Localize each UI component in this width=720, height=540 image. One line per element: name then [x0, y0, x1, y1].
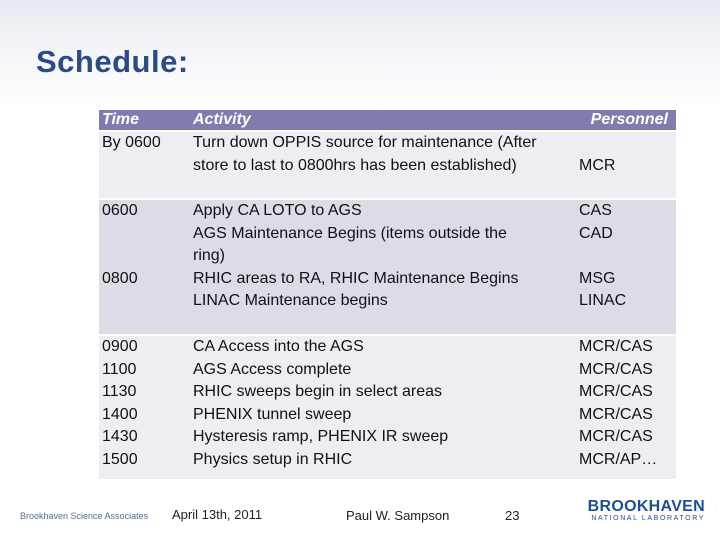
- activity-line: LINAC Maintenance begins: [193, 292, 388, 309]
- activity-line: Physics setup in RHIC: [193, 450, 353, 468]
- time-line: 0600: [102, 202, 138, 219]
- time-line: 1500: [102, 450, 138, 468]
- header-activity: Activity: [190, 110, 576, 131]
- activity-line: CA Access into the AGS: [193, 338, 364, 355]
- activity-line: AGS Access complete: [193, 360, 352, 378]
- activity-cell: [190, 335, 576, 480]
- time-cell: [99, 199, 190, 335]
- time-line: 1100: [102, 360, 137, 378]
- footer-organization: Brookhaven Science Associates: [20, 511, 149, 521]
- personnel-line: CAD: [579, 224, 613, 242]
- footer-date: April 13th, 2011: [172, 507, 263, 522]
- activity-line: ring): [193, 247, 226, 264]
- personnel-line: CAS: [579, 202, 612, 219]
- activity-line: RHIC sweeps begin in select areas: [193, 383, 443, 400]
- personnel-cell: [576, 131, 676, 199]
- time-line: By 0600: [102, 134, 161, 151]
- schedule-table: [99, 110, 676, 481]
- table-row: [99, 335, 676, 480]
- time-line: 1130: [102, 383, 137, 400]
- header-time: Time: [99, 110, 190, 131]
- personnel-line: [579, 132, 673, 155]
- personnel-line: MCR/AP…: [579, 450, 658, 468]
- personnel-line: MCR/CAS: [579, 338, 653, 355]
- personnel-cell: [576, 199, 676, 335]
- time-line: 0900: [102, 338, 138, 355]
- personnel-line: LINAC: [579, 292, 627, 309]
- table-row: [99, 199, 676, 335]
- activity-line: Turn down OPPIS source for maintenance (After: [193, 134, 537, 151]
- time-line: 0800: [102, 269, 138, 287]
- personnel-line: MCR/CAS: [579, 428, 653, 445]
- table-row: [99, 131, 676, 199]
- slide-title: Schedule:: [36, 44, 189, 79]
- personnel-line: MSG: [579, 269, 616, 287]
- activity-cell: [190, 199, 576, 335]
- header-personnel: Personnel: [576, 110, 676, 131]
- time-cell: [99, 335, 190, 480]
- logo-wordmark: BROOKHAVEN: [587, 498, 705, 515]
- table-header-row: [99, 110, 676, 131]
- logo-subtitle: NATIONAL LABORATORY: [591, 515, 705, 522]
- time-line: 1430: [102, 428, 138, 445]
- time-line: 1400: [102, 405, 138, 423]
- activity-line: Hysteresis ramp, PHENIX IR sweep: [193, 428, 449, 445]
- personnel-cell: [576, 335, 676, 480]
- activity-line: Apply CA LOTO to AGS: [193, 202, 362, 219]
- personnel-line: MCR/CAS: [579, 360, 653, 378]
- activity-line: store to last to 0800hrs has been established): [193, 156, 517, 174]
- time-cell: [99, 131, 190, 199]
- activity-line: AGS Maintenance Begins (items outside the: [193, 224, 507, 242]
- personnel-line: MCR: [579, 156, 616, 174]
- activity-line: RHIC areas to RA, RHIC Maintenance Begins: [193, 269, 519, 287]
- activity-line: PHENIX tunnel sweep: [193, 405, 352, 423]
- personnel-line: MCR/CAS: [579, 405, 653, 423]
- activity-cell: [190, 131, 576, 199]
- page-number: 23: [505, 508, 520, 523]
- footer-author: Paul W. Sampson: [346, 508, 450, 523]
- personnel-line: MCR/CAS: [579, 383, 653, 400]
- brookhaven-logo: [583, 498, 705, 524]
